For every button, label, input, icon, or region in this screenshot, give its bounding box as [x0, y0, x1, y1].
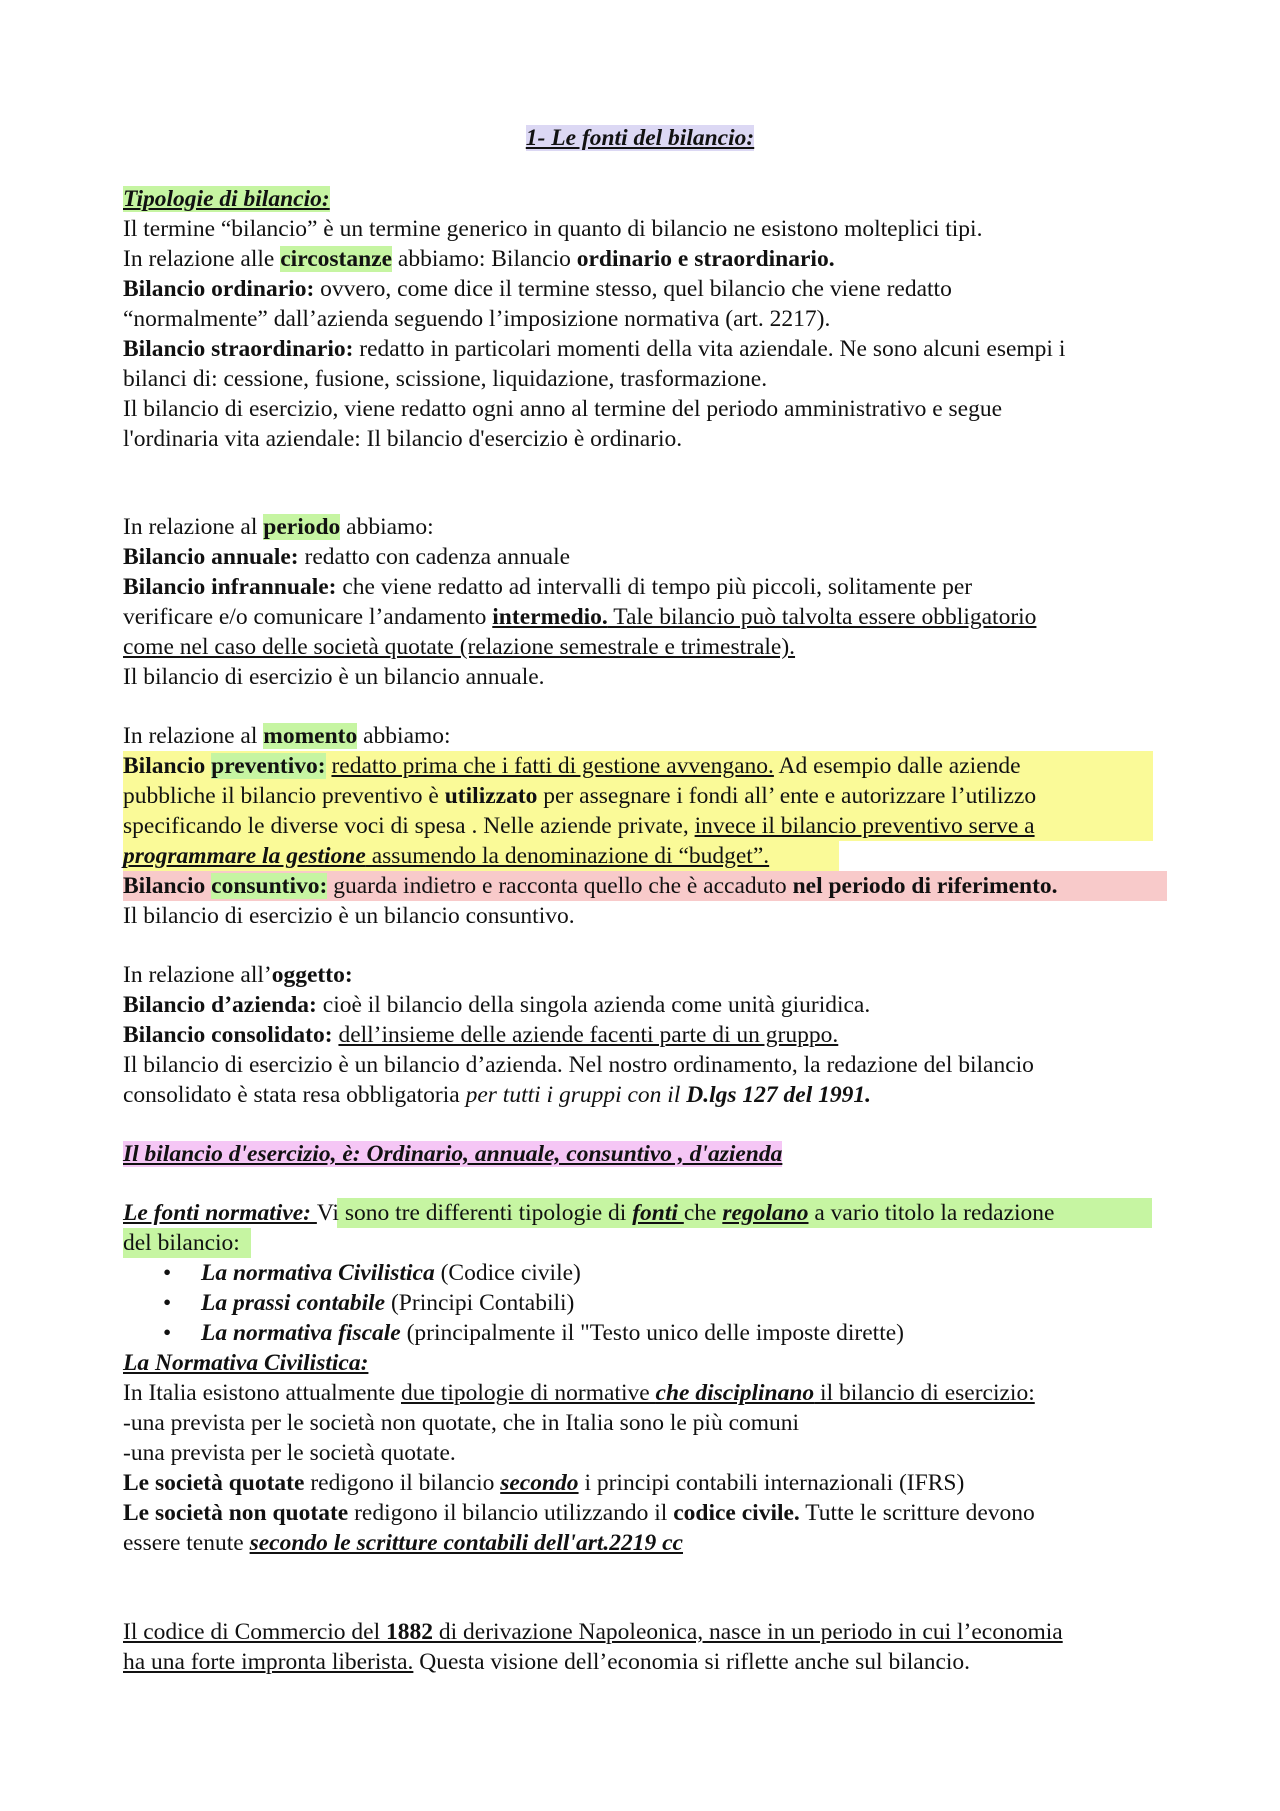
definition-consolidato: Bilancio consolidato: dell’insieme delle aziende facenti parte di un gruppo. [123, 1022, 839, 1048]
paragraph-line: Il termine “bilancio” è un termine generico in quanto di bilancio ne esistono molteplici tipi. [123, 216, 983, 242]
list-item: • La normativa fiscale (principalmente il "Testo unico delle imposte dirette) [163, 1320, 904, 1346]
list-item: • La normativa Civilistica (Codice civile) [163, 1260, 581, 1286]
paragraph-line: verificare e/o comunicare l’andamento intermedio. Tale bilancio può talvolta essere obbligatorio [123, 604, 1037, 630]
summary-line: Il bilancio d'esercizio, è: Ordinario, annuale, consuntivo , d'azienda [123, 1141, 783, 1167]
paragraph-line: del bilancio: [123, 1230, 240, 1256]
definition-preventivo: Bilancio preventivo: redatto prima che i fatti di gestione avvengano. Ad esempio dalle aziende [123, 753, 1021, 779]
bullet-icon: • [163, 1260, 172, 1286]
section-heading-tipologie: Tipologie di bilancio: [123, 186, 330, 212]
definition-ordinario: Bilancio ordinario: ovvero, come dice il termine stesso, quel bilancio che viene redatto [123, 276, 952, 302]
paragraph-line: Il bilancio di esercizio è un bilancio consuntivo. [123, 903, 575, 929]
keyword-periodo: periodo [263, 514, 341, 540]
paragraph-line: come nel caso delle società quotate (relazione semestrale e trimestrale). [123, 634, 796, 660]
paragraph-line: In relazione all’oggetto: [123, 962, 353, 988]
paragraph-line: consolidato è stata resa obbligatoria per tutti i gruppi con il D.lgs 127 del 1991. [123, 1082, 871, 1108]
paragraph-line: bilanci di: cessione, fusione, scissione, liquidazione, trasformazione. [123, 366, 768, 392]
paragraph-line: pubbliche il bilancio preventivo è utilizzato per assegnare i fondi all’ ente e autorizzare l’utilizzo [123, 783, 1037, 809]
bullet-icon: • [163, 1320, 172, 1346]
definition-infrannuale: Bilancio infrannuale: che viene redatto ad intervalli di tempo più piccoli, solitamente per [123, 574, 973, 600]
definition-annuale: Bilancio annuale: redatto con cadenza annuale [123, 544, 571, 570]
paragraph-line: Il bilancio di esercizio è un bilancio d’azienda. Nel nostro ordinamento, la redazione del bilancio [123, 1052, 1034, 1078]
keyword-circostanze: circostanze [280, 246, 393, 272]
paragraph-line: -una prevista per le società non quotate, che in Italia sono le più comuni [123, 1410, 800, 1436]
section-heading-normativa-civilistica: La Normativa Civilistica: [123, 1350, 369, 1376]
paragraph-line: Il codice di Commercio del 1882 di derivazione Napoleonica, nasce in un periodo in cui l’economia [123, 1619, 1063, 1645]
paragraph-line: l'ordinaria vita aziendale: Il bilancio d'esercizio è ordinario. [123, 426, 683, 452]
paragraph-line: Il bilancio di esercizio, viene redatto ogni anno al termine del periodo amministrativo e segue [123, 396, 1003, 422]
definition-straordinario: Bilancio straordinario: redatto in particolari momenti della vita aziendale. Ne sono alcuni esempi i [123, 336, 1066, 362]
title-text: 1- Le fonti del bilancio: [525, 125, 755, 151]
paragraph-line: programmare la gestione assumendo la denominazione di “budget”. [123, 843, 770, 869]
paragraph-line: ha una forte impronta liberista. Questa visione dell’economia si riflette anche sul bilancio. [123, 1649, 971, 1675]
paragraph-line: specificando le diverse voci di spesa . Nelle aziende private, invece il bilancio preventivo serve a [123, 813, 1035, 839]
keyword-momento: momento [263, 723, 358, 749]
paragraph-line: -una prevista per le società quotate. [123, 1440, 456, 1466]
paragraph-line: In Italia esistono attualmente due tipologie di normative che disciplinano il bilancio di esercizio: [123, 1380, 1035, 1406]
definition-consuntivo: Bilancio consuntivo: guarda indietro e racconta quello che è accaduto nel periodo di riferimento. [123, 873, 1058, 899]
paragraph-line: “normalmente” dall’azienda seguendo l’imposizione normativa (art. 2217). [123, 306, 831, 332]
paragraph-line: In relazione al momento abbiamo: [123, 723, 451, 749]
section-heading-fonti-normative: Le fonti normative: Vi sono tre differenti tipologie di fonti che regolano a vario titolo la redazione [123, 1200, 1055, 1226]
paragraph-line: In relazione alle circostanze abbiamo: Bilancio ordinario e straordinario. [123, 246, 835, 272]
paragraph-line: In relazione al periodo abbiamo: [123, 514, 434, 540]
paragraph-line: Le società quotate redigono il bilancio secondo i principi contabili internazionali (IFRS) [123, 1470, 965, 1496]
paragraph-line: essere tenute secondo le scritture contabili dell'art.2219 cc [123, 1530, 683, 1556]
list-item: • La prassi contabile (Principi Contabili) [163, 1290, 575, 1316]
bullet-icon: • [163, 1290, 172, 1316]
paragraph-line: Le società non quotate redigono il bilancio utilizzando il codice civile. Tutte le scritture devono [123, 1500, 1035, 1526]
page-title [0, 123, 1280, 153]
paragraph-line: Il bilancio di esercizio è un bilancio annuale. [123, 664, 545, 690]
definition-azienda: Bilancio d’azienda: cioè il bilancio della singola azienda come unità giuridica. [123, 992, 871, 1018]
